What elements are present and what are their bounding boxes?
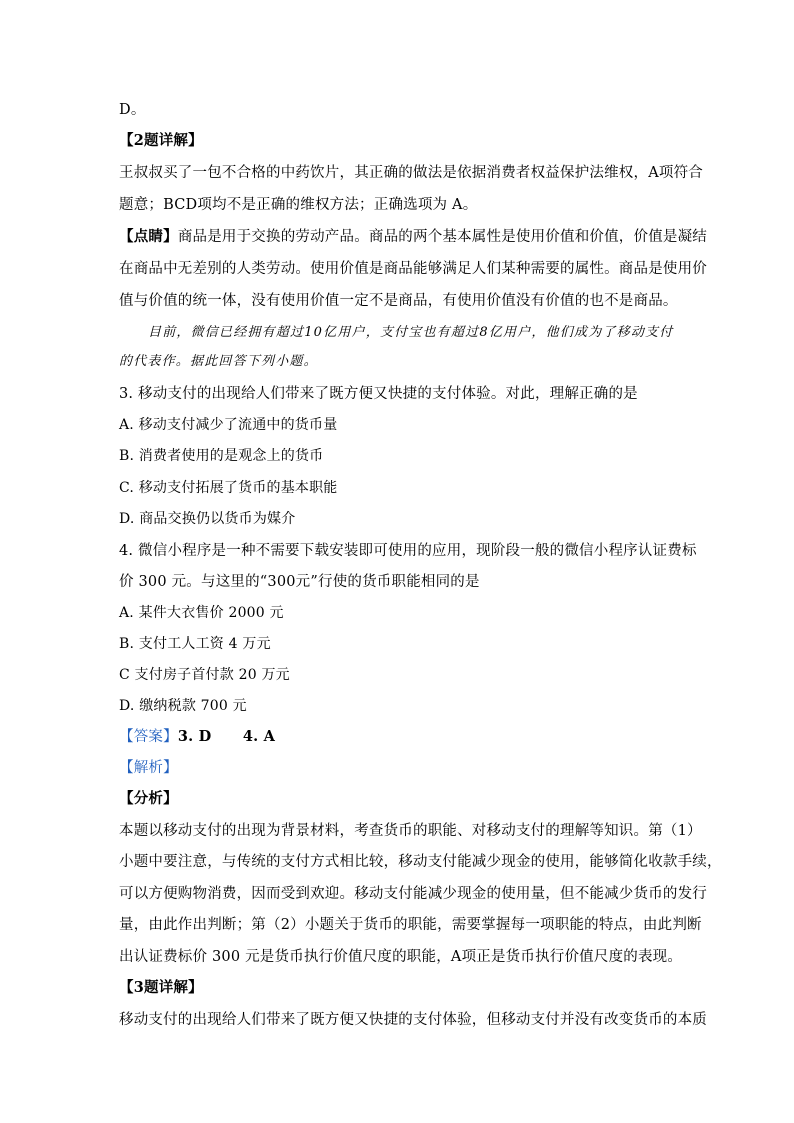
question-3-option-c: C. 移动支付拓展了货币的基本职能: [119, 480, 338, 496]
tip-label: 【点睛】: [119, 228, 178, 245]
question-4-option-b: B. 支付工人工资 4 万元: [119, 636, 271, 652]
material-text-line: 的代表作。据此回答下列小题。: [119, 354, 318, 369]
question-4-stem: 4. 微信小程序是一种不需要下载安装即可使用的应用，现阶段一般的微信小程序认证费标: [119, 543, 697, 559]
tip-text: 商品是用于交换的劳动产品。商品的两个基本属性是使用价值和价值，价值是凝结: [177, 229, 708, 245]
material-text-line: 目前，微信已经拥有超过10亿用户，支付宝也有超过8亿用户，他们成为了移动支付: [148, 325, 674, 340]
text-line: 量，由此作出判断；第（2）小题关于货币的职能，需要掌握每一项职能的特点，由此判断: [119, 917, 702, 933]
answer-values: 3. D 4. A: [177, 728, 276, 745]
answer-label: 【答案】: [119, 729, 178, 745]
text-line: 小题中要注意，与传统的支付方式相比较，移动支付能减少现金的使用，能够简化收款手续，: [119, 854, 722, 870]
analysis-heading: 【解析】: [119, 760, 178, 776]
text-line-option-d: D。: [119, 102, 146, 118]
section-heading-q3-explanation: 【3题详解】: [119, 979, 203, 996]
analysis-subheading: 【分析】: [119, 790, 178, 807]
answer-line: [119, 727, 275, 747]
question-3-option-b: B. 消费者使用的是观念上的货币: [119, 448, 324, 464]
tip-paragraph-line: [119, 227, 707, 247]
question-3-option-d: D. 商品交换仍以货币为媒介: [119, 511, 296, 527]
question-4-stem: 价 300 元。与这里的“300元”行使的货币职能相同的是: [119, 574, 480, 590]
question-4-option-c: C 支付房子首付款 20 万元: [119, 667, 290, 683]
question-4-option-d: D. 缴纳税款 700 元: [119, 698, 247, 714]
section-heading-q2-explanation: 【2题详解】: [119, 132, 203, 149]
text-line: 值与价值的统一体，没有使用价值一定不是商品，有使用价值没有价值的也不是商品。: [119, 293, 678, 309]
question-4-option-a: A. 某件大衣售价 2000 元: [119, 605, 284, 621]
text-line: 本题以移动支付的出现为背景材料，考查货币的职能、对移动支付的理解等知识。第（1）: [119, 823, 702, 839]
text-line: 王叔叔买了一包不合格的中药饮片，其正确的做法是依据消费者权益保护法维权，A项符合: [119, 165, 703, 181]
text-line: 出认证费标价 300 元是货币执行价值尺度的职能，A项正是货币执行价值尺度的表现。: [119, 949, 683, 965]
text-line: 题意；BCD项均不是正确的维权方法；正确选项为 A。: [119, 197, 478, 213]
text-line: 移动支付的出现给人们带来了既方便又快捷的支付体验，但移动支付并没有改变货币的本质: [119, 1012, 707, 1028]
question-3-stem: 3. 移动支付的出现给人们带来了既方便又快捷的支付体验。对此，理解正确的是: [119, 386, 638, 402]
text-line: 可以方便购物消费，因而受到欢迎。移动支付能减少现金的使用量，但不能减少货币的发行: [119, 886, 707, 902]
text-line: 在商品中无差别的人类劳动。使用价值是商品能够满足人们某种需要的属性。商品是使用价: [119, 261, 707, 277]
question-3-option-a: A. 移动支付减少了流通中的货币量: [119, 417, 338, 433]
